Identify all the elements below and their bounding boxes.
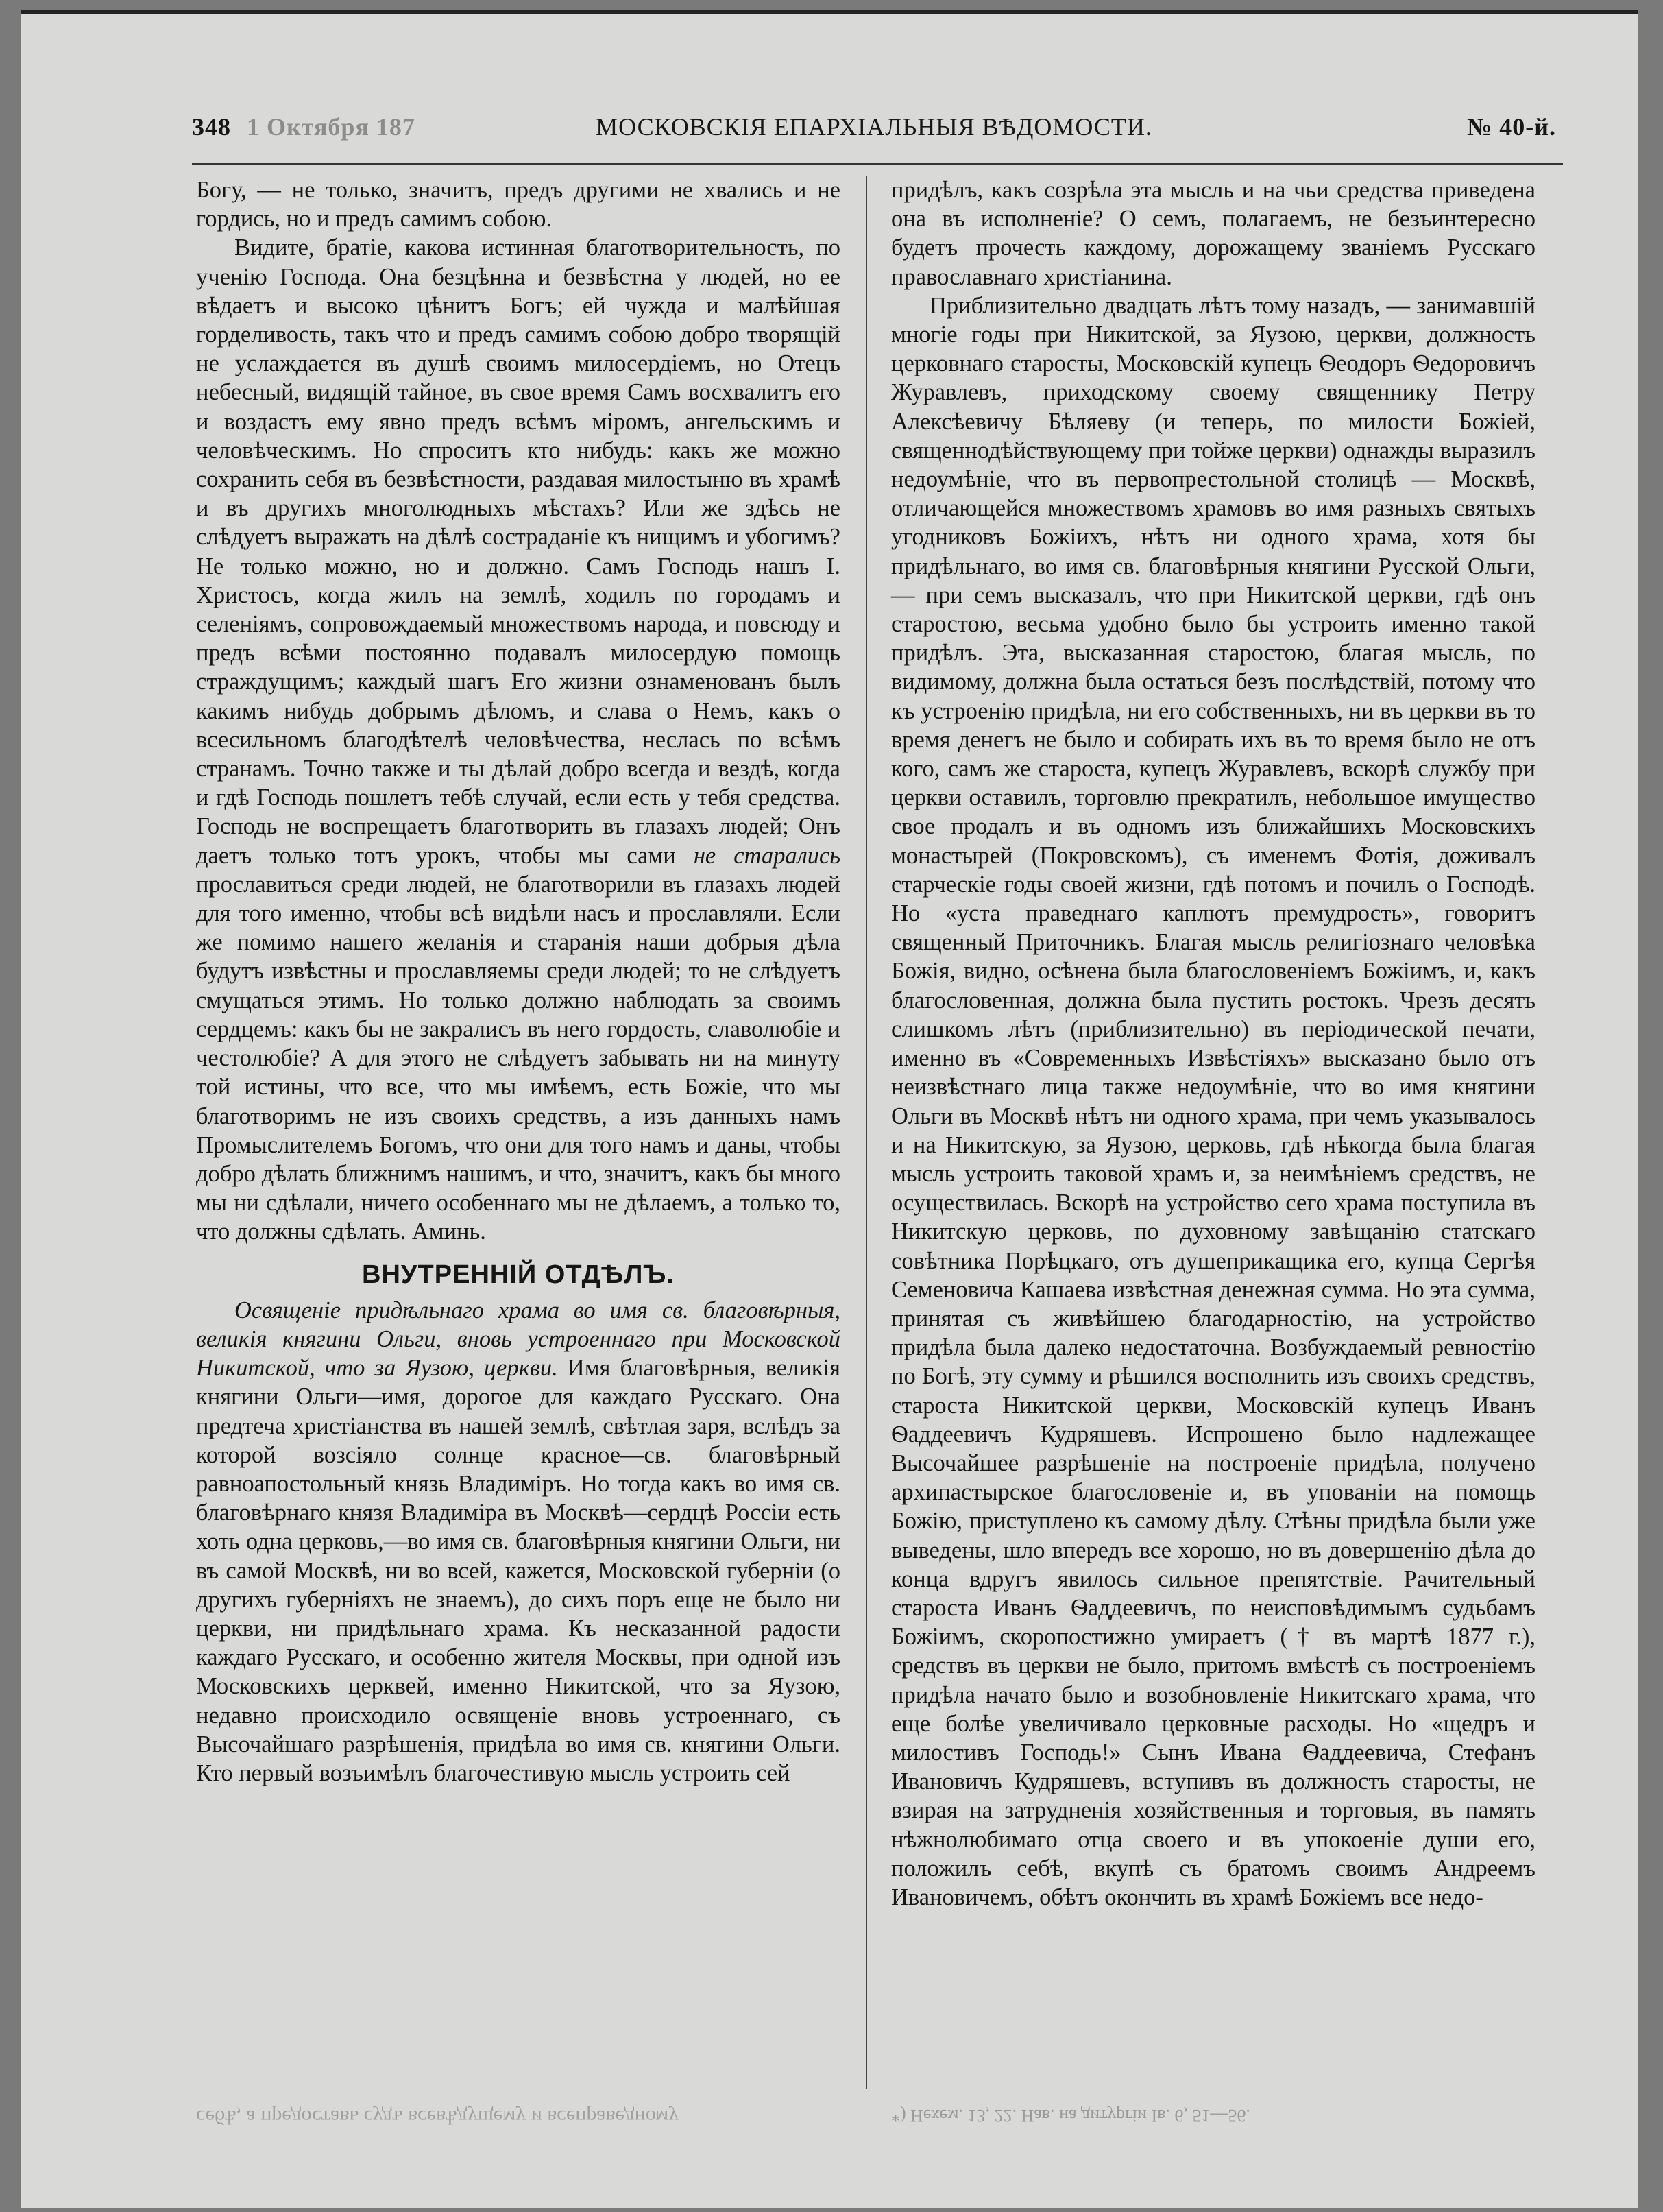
page-number: 348 (192, 113, 231, 141)
newspaper-page (21, 10, 1638, 2208)
paragraph: придѣлъ, какъ созрѣла эта мысль и на чьи средства приведена она въ исполненіе? О семъ, полагаемъ, не безъинтересно будетъ прочесть каждому, дорожащему званіемъ Русскаго православнаго христіанина. (891, 177, 1535, 290)
text-run: прославиться среди людей, не благотворили въ глазахъ людей для того именно, чтобы всѣ видѣли насъ и прославляли. Если же помимо нашего желанія и старанія наши добрыя дѣла будутъ извѣстны и прославляемы среди людей; то не слѣдуетъ смущаться этимъ. Но только должно наблюдать за своимъ сердцемъ: какъ бы не закралисъ въ него гордость, славолюбіе и честолюбіе? А для этого не слѣдуетъ забывать ни на минуту той истины, что все, что мы имѣемъ, есть Божіе, что мы благотворимъ не изъ своихъ средствъ, а изъ данныхъ намъ Промыслителемъ Богомъ, что они для того намъ и даны, чтобы добро дѣлать ближнимъ нашимъ, и что, значитъ, какъ бы много мы ни сдѣлали, ничего особеннаго мы не дѣлаемъ, а только то, что должны сдѣлать. Аминь. (196, 871, 840, 1245)
column-divider (866, 176, 867, 2089)
article-paragraph (196, 1296, 840, 1788)
page-header (192, 112, 1556, 154)
right-column (891, 176, 1535, 1912)
paragraph: Приблизительно двадцать лѣтъ тому назадъ, — занимавшій многіе годы при Никитской, за Яузою, церкви, должность церковнаго старосты, Московскій купецъ Ѳеодоръ Ѳедоровичъ Журавлевъ, приходскому своему священнику Петру Алексѣевичу Бѣляеву (и теперь, по милости Божіей, священнодѣйствующему при тойже церкви) однажды выразилъ недоумѣніе, что въ первопрестольной столицѣ — Москвѣ, отличающейся множествомъ храмовъ во имя разныхъ святыхъ угодниковъ Божіихъ, нѣтъ ни одного храма, хотя бы придѣльнаго, во имя св. благовѣрныя княгини Русской Ольги, — при семъ высказалъ, что при Никитской церкви, гдѣ онъ старостою, весьма удобно было бы устроить именно такой придѣлъ. Эта, высказанная старостою, благая мысль, по видимому, должна была остаться безъ послѣдствій, потому что къ устроенію придѣла, ни его собственныхъ, ни въ церкви въ то время денегъ не было и собирать ихъ въ то время было не отъ кого, самъ же староста, купецъ Журавлевъ, вскорѣ службу при церкви оставилъ, торговлю прекратилъ, небольшое имущество свое продалъ и въ одномъ изъ ближайшихъ Московскихъ монастырей (Покровскомъ), съ именемъ Фотія, доживалъ старческіе годы своей жизни, гдѣ потомъ и почилъ о Господѣ. Но «уста праведнаго каплютъ премудрость», говоритъ священный Приточникъ. Благая мысль религіознаго человѣка Божія, видно, осѣнена была благословеніемъ Божіимъ, и, какъ благословенная, должна была пустить ростокъ. Чрезъ десять слишкомъ лѣтъ (приблизительно) въ періодической печати, именно въ «Современныхъ Извѣстіяхъ» высказано было отъ неизвѣстнаго лица также недоумѣніе, что во имя княгини Ольги въ Москвѣ нѣтъ ни одного храма, при чемъ указывалось и на Никитскую, за Яузою, церковь, гдѣ нѣкогда была благая мысль устроить таковой храмъ и, за неимѣніемъ средствъ, не осуществилась. Вскорѣ на устройство сего храма поступила въ Никитскую церковь, по духовному завѣщанію статскаго совѣтника Порѣцкаго, отъ душеприкащика его, купца Сергѣя Семеновича Кашаева извѣстная денежная сумма. Но эта сумма, принятая съ живѣйшею благодарностію, на устройство придѣла была далеко недостаточна. Возбуждаемый ревностію по Богѣ, эту сумму и рѣшился восполнить изъ своихъ средствъ, староста Никитской церкви, Московскій купецъ Иванъ Ѳаддеевичъ Кудряшевъ. Испрошено было надлежащее Высочайшее разрѣшеніе на построеніе придѣла, получено архипастырское благословеніе и, въ упованіи на помощь Божію, приступлено къ самому дѣлу. Стѣны придѣла были уже выведены, шло впередъ все хорошо, но въ довершенію дѣла до конца вдругъ явилось сильное препятствіе. Рачительный староста Иванъ Ѳаддеевичъ, по неисповѣдимымъ судьбамъ Божіимъ, скоропостижно умираетъ († въ мартѣ 1877 г.), средствъ въ церкви не было, притомъ вмѣстѣ съ построеніемъ придѣла начато было и возобновленіе Никитскаго храма, что еще болѣе увеличивало церковные расходы. Но «щедръ и милостивъ Господь!» Сынъ Ивана Ѳаддеевича, Стефанъ Ивановичъ Кудряшевъ, вступивъ въ должность старосты, не взирая на затрудненія хозяйственныя и торговыя, въ память нѣжнолюбимаго отца своего и въ упокоеніе души его, положилъ себѣ, вкупѣ съ братомъ своимъ Андреемъ Ивановичемъ, обѣтъ окончить въ храмѣ Божіемъ все недо- (891, 292, 1535, 1910)
bleed-through-footnote: *) Нехем. 13, 22. Нав. на дитургіи Ів. 6, 51—56. (891, 2106, 1250, 2126)
article-title: Освященіе придѣльнаго храма во имя св. благовѣрныя, великія княгини Ольги, вновь устроеннаго при Московской Никитской, что за Яузою, церкви. (196, 1297, 840, 1382)
paragraph (196, 233, 840, 1246)
issue-number: № 40-й. (1467, 113, 1556, 141)
header-date: 1 Октября 187 (247, 113, 415, 141)
section-heading: ВНУТРЕННІЙ ОТДѢЛЪ. (362, 1260, 675, 1289)
article-text: Имя благовѣрныя, великія княгини Ольги—имя, дорогое для каждаго Русскаго. Она предтеча христіанства въ нашей землѣ, свѣтлая заря, вслѣдъ за которой возсіяло солнце красное—св. благовѣрный равноапостольный князь Владиміръ. Но тогда какъ во имя св. благовѣрнаго князя Владиміра въ Москвѣ—сердцѣ Россіи есть хоть одна церковь,—во имя св. благовѣрныя княгини Ольги, ни въ самой Москвѣ, ни во всей, кажется, Московской губерніи (о другихъ губерніяхъ не знаемъ), до сихъ поръ еще не было ни церкви, ни придѣльнаго храма. Къ несказанной радости каждаго Русскаго, и особенно жителя Москвы, при одной изъ Московскихъ церквей, именно Никитской, что за Яузою, недавно происходило освященіе вновь устроеннаго, съ Высочайшаго разрѣшенія, придѣла во имя св. княгини Ольги. Кто первый возъимѣлъ благочестивую мысль устроить сей (196, 1355, 840, 1786)
header-rule (192, 163, 1563, 165)
bleed-through-text: себѣ, а предоставь судъ всевѣдущему и всеправедному (196, 2106, 679, 2128)
text-run: Видите, братіе, какова истинная благотворительность, по ученію Господа. Она безцѣнна и безвѣстна у людей, но ее вѣдаетъ и высоко цѣнитъ Богъ; ей чужда и малѣйшая горделивость, такъ что и предъ самимъ собою добро творящій не услаждается въ душѣ своимъ милосердіемъ, но Отецъ небесный, видящій тайное, въ свое время Самъ восхвалитъ его и воздастъ ему явно предъ всѣмъ міромъ, ангельскимъ и человѣческимъ. Но спроситъ кто нибудь: какъ же можно сохранить себя въ безвѣстности, раздавая милостыню въ храмѣ и въ другихъ многолюдныхъ мѣстахъ? Или же здѣсь не слѣдуетъ выражать на дѣлѣ состраданіе къ нищимъ и убогимъ? Не только можно, но и должно. Самъ Господь нашъ І. Христосъ, когда жилъ на землѣ, ходилъ по городамъ и селеніямъ, сопровождаемый множествомъ народа, и повсюду и предъ всѣми постоянно подавалъ милосердую помощь страждущимъ; каждый шагъ Его жизни ознаменованъ былъ какимъ нибудь добрымъ дѣломъ, и слава о Немъ, какъ о всесильномъ благодѣтелѣ человѣчества, неслась по всѣмъ странамъ. Точно также и ты дѣлай добро всегда и вездѣ, когда и гдѣ Господь пошлетъ тебѣ случай, если есть у тебя средства. Господь не воспрещаетъ благотворить въ глазахъ людей; Онъ даетъ только тотъ урокъ, чтобы мы сами (196, 235, 840, 869)
left-column (196, 176, 840, 1788)
publication-title: МОСКОВСКІЯ ЕПАРХІАЛЬНЫЯ ВѢДОМОСТИ. (596, 113, 1152, 141)
italic-phrase: не старались (693, 842, 841, 869)
paragraph: Богу, — не только, значитъ, предъ другими не хвались и не гордись, но и предъ самимъ собою. (196, 177, 840, 232)
